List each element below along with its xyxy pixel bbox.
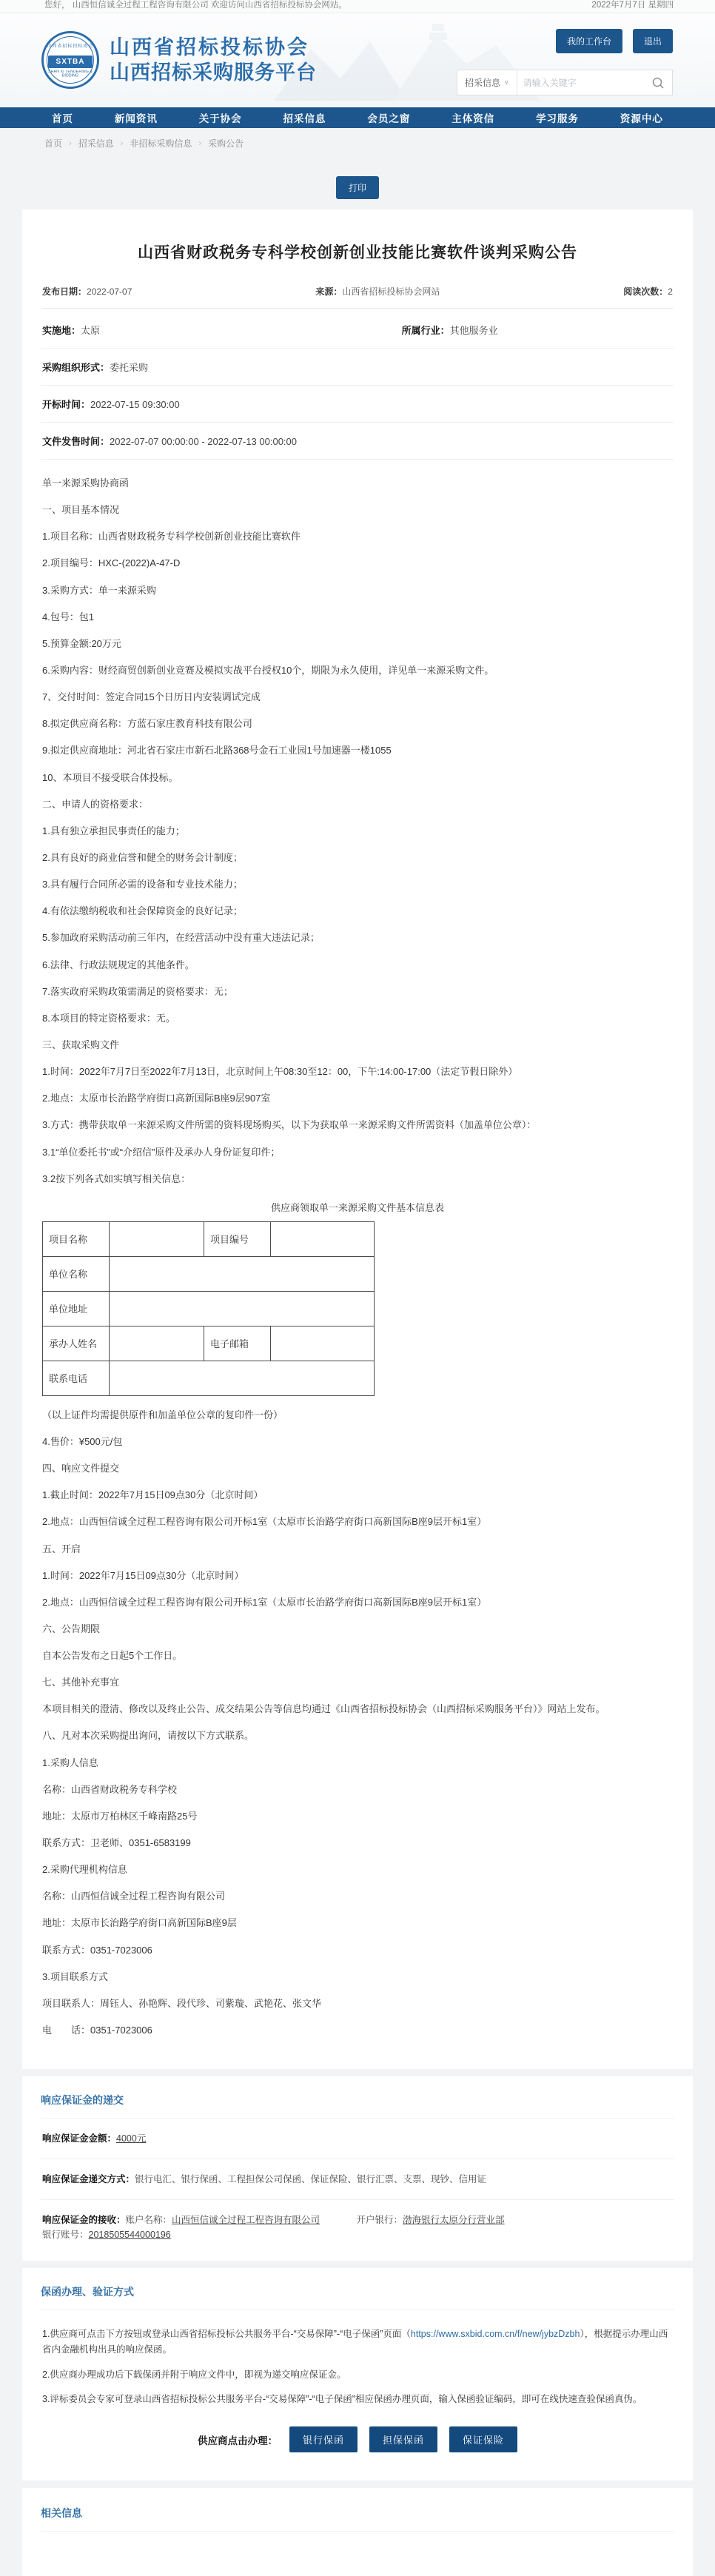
paragraph: 四、响应文件提交 [42,1463,120,1475]
paragraph: 1.项目名称：山西省财政税务专科学校创新创业技能比赛软件 [42,531,301,543]
field-row-location-industry [41,312,674,349]
cell-project-name-label: 项目名称 [43,1221,110,1256]
nav-item-credit[interactable]: 主体资信 [452,113,495,124]
deposit-heading: 响应保证金的递交 [41,2093,674,2119]
field-row-org [41,349,674,386]
site-header [0,13,715,107]
paragraph: 2.地点：山西恒信诚全过程工程咨询有限公司开标1室（太原市长治路学府街口高新国际B座9层开标1室） [42,1596,487,1608]
breadcrumb [0,128,715,157]
paragraph: 2.项目编号：HXC-(2022)A-47-D [42,557,181,569]
paragraph: 名称：山西恒信诚全过程工程咨询有限公司 [42,1891,226,1902]
header-actions [556,29,673,53]
bank-guarantee-button[interactable]: 银行保函 [289,2426,358,2452]
paragraph: 地址：太原市万柏林区千峰南路25号 [42,1810,198,1822]
nav-item-about[interactable]: 关于协会 [198,113,242,124]
welcome-text: 您好， 山西恒信诚全过程工程咨询有限公司 欢迎访问山西省招标投标协会网站。 [44,1,347,10]
receive-account-name: 响应保证金的接收：账户名称：山西恒信诚全过程工程咨询有限公司 [42,2215,320,2226]
paragraph: 联系方式：卫老师、0351-6583199 [42,1837,191,1849]
paragraph: 5.预算金额:20万元 [42,637,121,649]
paragraph: 1.采购人信息 [42,1757,98,1768]
publish-date: 发布日期：2022-07-07 [42,286,132,297]
paragraph: 1.时间：2022年7月7日至2022年7月13日，北京时间上午08:30至12：00，下午:14:00-17:00（法定节假日除外） [42,1066,518,1078]
paragraph: 单一来源采购协商函 [42,477,130,489]
search-category-label: 招采信息 [465,78,501,88]
guarantee-paragraph-1: 1.供应商可点击下方按钮或登录山西省招标投标公共服务平台-“交易保障”-“电子保函”页面（https://www.sxbid.com.cn/f/new/jybzDzbh），根据提示办理山西省内金融机构出具的响应保函。 [42,2329,668,2355]
search-icon[interactable] [644,76,672,90]
announcement-article [22,209,693,2069]
paragraph: 项目联系人：周钰人、孙艳辉、段代珍、司紫璇、武艳花、张文华 [42,1997,322,2009]
paragraph: 联系方式：0351-7023006 [42,1944,152,1956]
paragraph: 1.截止时间：2022年7月15日09点30分（北京时间） [42,1489,263,1501]
cell-email-label: 电子邮箱 [204,1326,271,1361]
breadcrumb-separator: › [69,138,72,148]
nav-item-member[interactable]: 会员之窗 [367,113,411,124]
paragraph: 五、开启 [42,1543,81,1554]
paragraph: 3.项目联系方式 [42,1970,108,1982]
cell-agent-name-label: 承办人姓名 [43,1326,110,1361]
date-text: 2022年7月7日 星期四 [591,1,674,10]
paragraph: 1.具有独立承担民事责任的能力； [42,825,185,836]
chevron-down-icon: ∨ [504,78,509,86]
cell-email-value [271,1326,375,1361]
workbench-button[interactable]: 我的工作台 [556,29,622,53]
paragraph: 6.采购内容：财经商贸创新创业竞赛及模拟实战平台授权10个，期限为永久使用，详见单一来源采购文件。 [42,664,494,676]
deposit-receive-row [41,2200,674,2255]
paragraph: 5.参加政府采购活动前三年内，在经营活动中没有重大违法记录； [42,932,320,944]
info-table-caption: 供应商领取单一来源采购文件基本信息表 [270,1201,444,1213]
topbar [0,0,715,13]
guarantee-actions [41,2426,674,2452]
paragraph: 2.具有良好的商业信誉和健全的财务会计制度； [42,851,243,863]
logout-button[interactable]: 退出 [633,29,673,53]
article-body [41,460,674,2038]
paragraph: 10、本项目不接受联合体投标。 [42,771,178,783]
table-row [43,1361,375,1395]
paragraph: 本项目相关的澄清、修改以及终止公告、成交结果公告等信息均通过《山西省招标投标协会（山西招标采购服务平台）》网站上发布。 [42,1703,605,1715]
logo-wrap [41,31,317,89]
nav-item-resources[interactable]: 资源中心 [620,113,663,124]
deposit-methods: 银行电汇、银行保函、工程担保公司保函、保证保险、银行汇票、支票、现钞、信用证 [135,2174,487,2185]
cell-phone-value [110,1361,375,1395]
paragraph: 六、公告期限 [42,1623,101,1634]
site-title [110,35,317,85]
cell-project-name-value [110,1221,204,1256]
site-title-line2: 山西招标采购服务平台 [110,61,317,84]
paragraph: 自本公告发布之日起5个工作日。 [42,1650,183,1662]
cell-project-no-value [271,1221,375,1256]
paragraph: 一、项目基本情况 [42,504,120,516]
paragraph: 八、凡对本次采购提出询问，请按以下方式联系。 [42,1730,255,1742]
guarantee-platform-link[interactable]: https://www.sxbid.com.cn/f/new/jybzDzbh [410,2329,580,2340]
search-input[interactable] [517,70,644,95]
paragraph: 3.具有履行合同所必需的设备和专业技术能力； [42,879,243,890]
paragraph: 4.包号：包1 [42,611,95,623]
nav-item-learning[interactable]: 学习服务 [536,113,580,124]
surety-guarantee-button[interactable]: 担保保函 [369,2426,437,2452]
paragraph: 3.采购方式：单一来源采购 [42,584,156,596]
print-row [0,176,715,199]
table-row [43,1291,375,1326]
paragraph: 2.地点：山西恒信诚全过程工程咨询有限公司开标1室（太原市长治路学府街口高新国际B座9层开标1室） [42,1516,487,1528]
deposit-amount: 4000元 [116,2133,147,2144]
logo-banner: SXTBA [48,56,93,68]
receive-account-no: 银行账号：2018505544000196 [42,2230,171,2241]
paragraph: 名称：山西省财政税务专科学校 [42,1783,178,1795]
deposit-amount-row: 响应保证金金额：4000元 [41,2119,674,2159]
search-category-dropdown[interactable] [457,70,517,95]
paragraph: 3.方式：携带获取单一来源采购文件所需的资料现场购买，以下为获取单一来源采购文件所需资料（加盖单位公章）： [42,1119,537,1131]
paragraph: 8.本项目的特定资格要求：无。 [42,1012,175,1024]
logo-arc-text-en: SHAN XI TENDERING & BIDDING [48,70,93,78]
paragraph: 2.采购代理机构信息 [42,1864,127,1876]
field-industry: 所属行业：其他服务业 [401,325,498,336]
guarantee-heading: 保函办理、验证方式 [41,2284,674,2310]
paragraph: 4.有依法缴纳税收和社会保障资金的良好记录； [42,905,243,917]
field-org-form: 采购组织形式：委托采购 [42,362,149,373]
nav-item-news[interactable]: 新闻资讯 [114,113,158,124]
related-info-section [22,2488,693,2576]
guarantee-paragraph-3: 3.评标委员会专家可登录山西省招标投标公共服务平台-“交易保障”-“电子保函”相应保函办理页面，输入保函验证编码，即可在线快速查验保函真伪。 [42,2393,642,2404]
paragraph: 7.落实政府采购政策需满足的资格要求：无； [42,985,233,997]
breadcrumb-item-announcement[interactable]: 采购公告 [208,138,244,149]
receive-bank: 开户银行：渤海银行太原分行营业部 [356,2215,505,2226]
nav-item-home[interactable]: 首页 [52,113,73,124]
search-bar [457,70,673,95]
guarantee-insurance-button[interactable]: 保证保险 [449,2426,517,2452]
logo-arc-text: 山西省招标投标协会 [47,44,94,49]
paragraph: 9.拟定供应商地址：河北省石家庄市新石北路368号金石工业园1号加速器一楼1055 [42,745,392,757]
table-row [43,1326,375,1361]
paragraph: 2.地点：太原市长治路学府街口高新国际B座9层907室 [42,1093,271,1104]
guarantee-section [22,2268,693,2481]
cell-agent-name-value [110,1326,204,1361]
paragraph: 1.时间：2022年7月15日09点30分（北京时间） [42,1569,244,1581]
cell-company-name-label: 单位名称 [43,1256,110,1291]
breadcrumb-item-procurement-info[interactable]: 招采信息 [78,138,114,149]
print-button[interactable]: 打印 [336,176,379,199]
summary-fields [41,312,674,460]
breadcrumb-separator: › [198,138,202,148]
paragraph: 地址：太原市长治路学府街口高新国际B座9层 [42,1917,237,1929]
nav-item-procurement-info[interactable]: 招采信息 [283,113,326,124]
field-sale-time: 文件发售时间：2022-07-07 00:00:00 - 2022-07-13 00:00:00 [42,436,297,447]
paragraph: 三、获取采购文件 [42,1039,120,1050]
paragraph: 8.拟定供应商名称：方蓝石家庄教育科技有限公司 [42,718,252,730]
cell-project-no-label: 项目编号 [204,1221,271,1256]
supplier-info-table [42,1221,375,1396]
related-info-heading: 相关信息 [41,2506,674,2532]
article-meta [42,285,673,309]
breadcrumb-item-non-bidding-info[interactable]: 非招标采购信息 [130,138,192,149]
guarantee-paragraph-2: 2.供应商办理成功后下载保函并附于响应文件中，即视为递交响应保证金。 [42,2369,346,2380]
field-location: 实施地：太原 [42,325,101,336]
main-nav [0,107,715,128]
paragraph: 6.法律、行政法规规定的其他条件。 [42,959,195,970]
association-logo [41,31,99,89]
field-open-time: 开标时间：2022-07-15 09:30:00 [42,399,180,410]
page-title: 山西省财政税务专科学校创新创业技能比赛软件谈判采购公告 [138,244,577,261]
deposit-method-row: 响应保证金递交方式：银行电汇、银行保函、工程担保公司保函、保证保险、银行汇票、支票、现钞、信用证 [41,2159,674,2200]
table-row [43,1256,375,1291]
source: 来源：山西省招标投标协会网站 [315,286,440,297]
cell-company-address-value [110,1291,375,1326]
table-row [43,1221,375,1256]
field-row-sale-time [41,423,674,460]
cell-company-name-value [110,1256,375,1291]
site-title-line1: 山西省招标投标协会 [110,36,309,58]
paragraph: 7、交付时间：签定合同15个日历日内安装调试完成 [42,691,261,703]
guarantee-action-label: 供应商点击办理： [197,2435,278,2446]
deposit-section [22,2076,693,2261]
paragraph: 二、申请人的资格要求： [42,798,149,810]
paragraph: 电 话：0351-7023006 [42,2025,152,2036]
breadcrumb-separator: › [120,138,124,148]
paragraph: （以上证件均需提供原件和加盖单位公章的复印件一份） [42,1409,283,1421]
view-count: 阅读次数：2 [623,286,673,297]
breadcrumb-item-home[interactable]: 首页 [44,138,63,149]
paragraph: 4.售价：¥500元/包 [42,1435,123,1447]
field-row-open-time [41,386,674,423]
cell-phone-label: 联系电话 [43,1361,110,1395]
paragraph: 七、其他补充事宜 [42,1677,120,1688]
paragraph: 3.2按下列各式如实填写相关信息： [42,1173,191,1184]
cell-company-address-label: 单位地址 [43,1291,110,1326]
paragraph: 3.1“单位委托书”或“介绍信”原件及承办人身份证复印件； [42,1146,281,1158]
